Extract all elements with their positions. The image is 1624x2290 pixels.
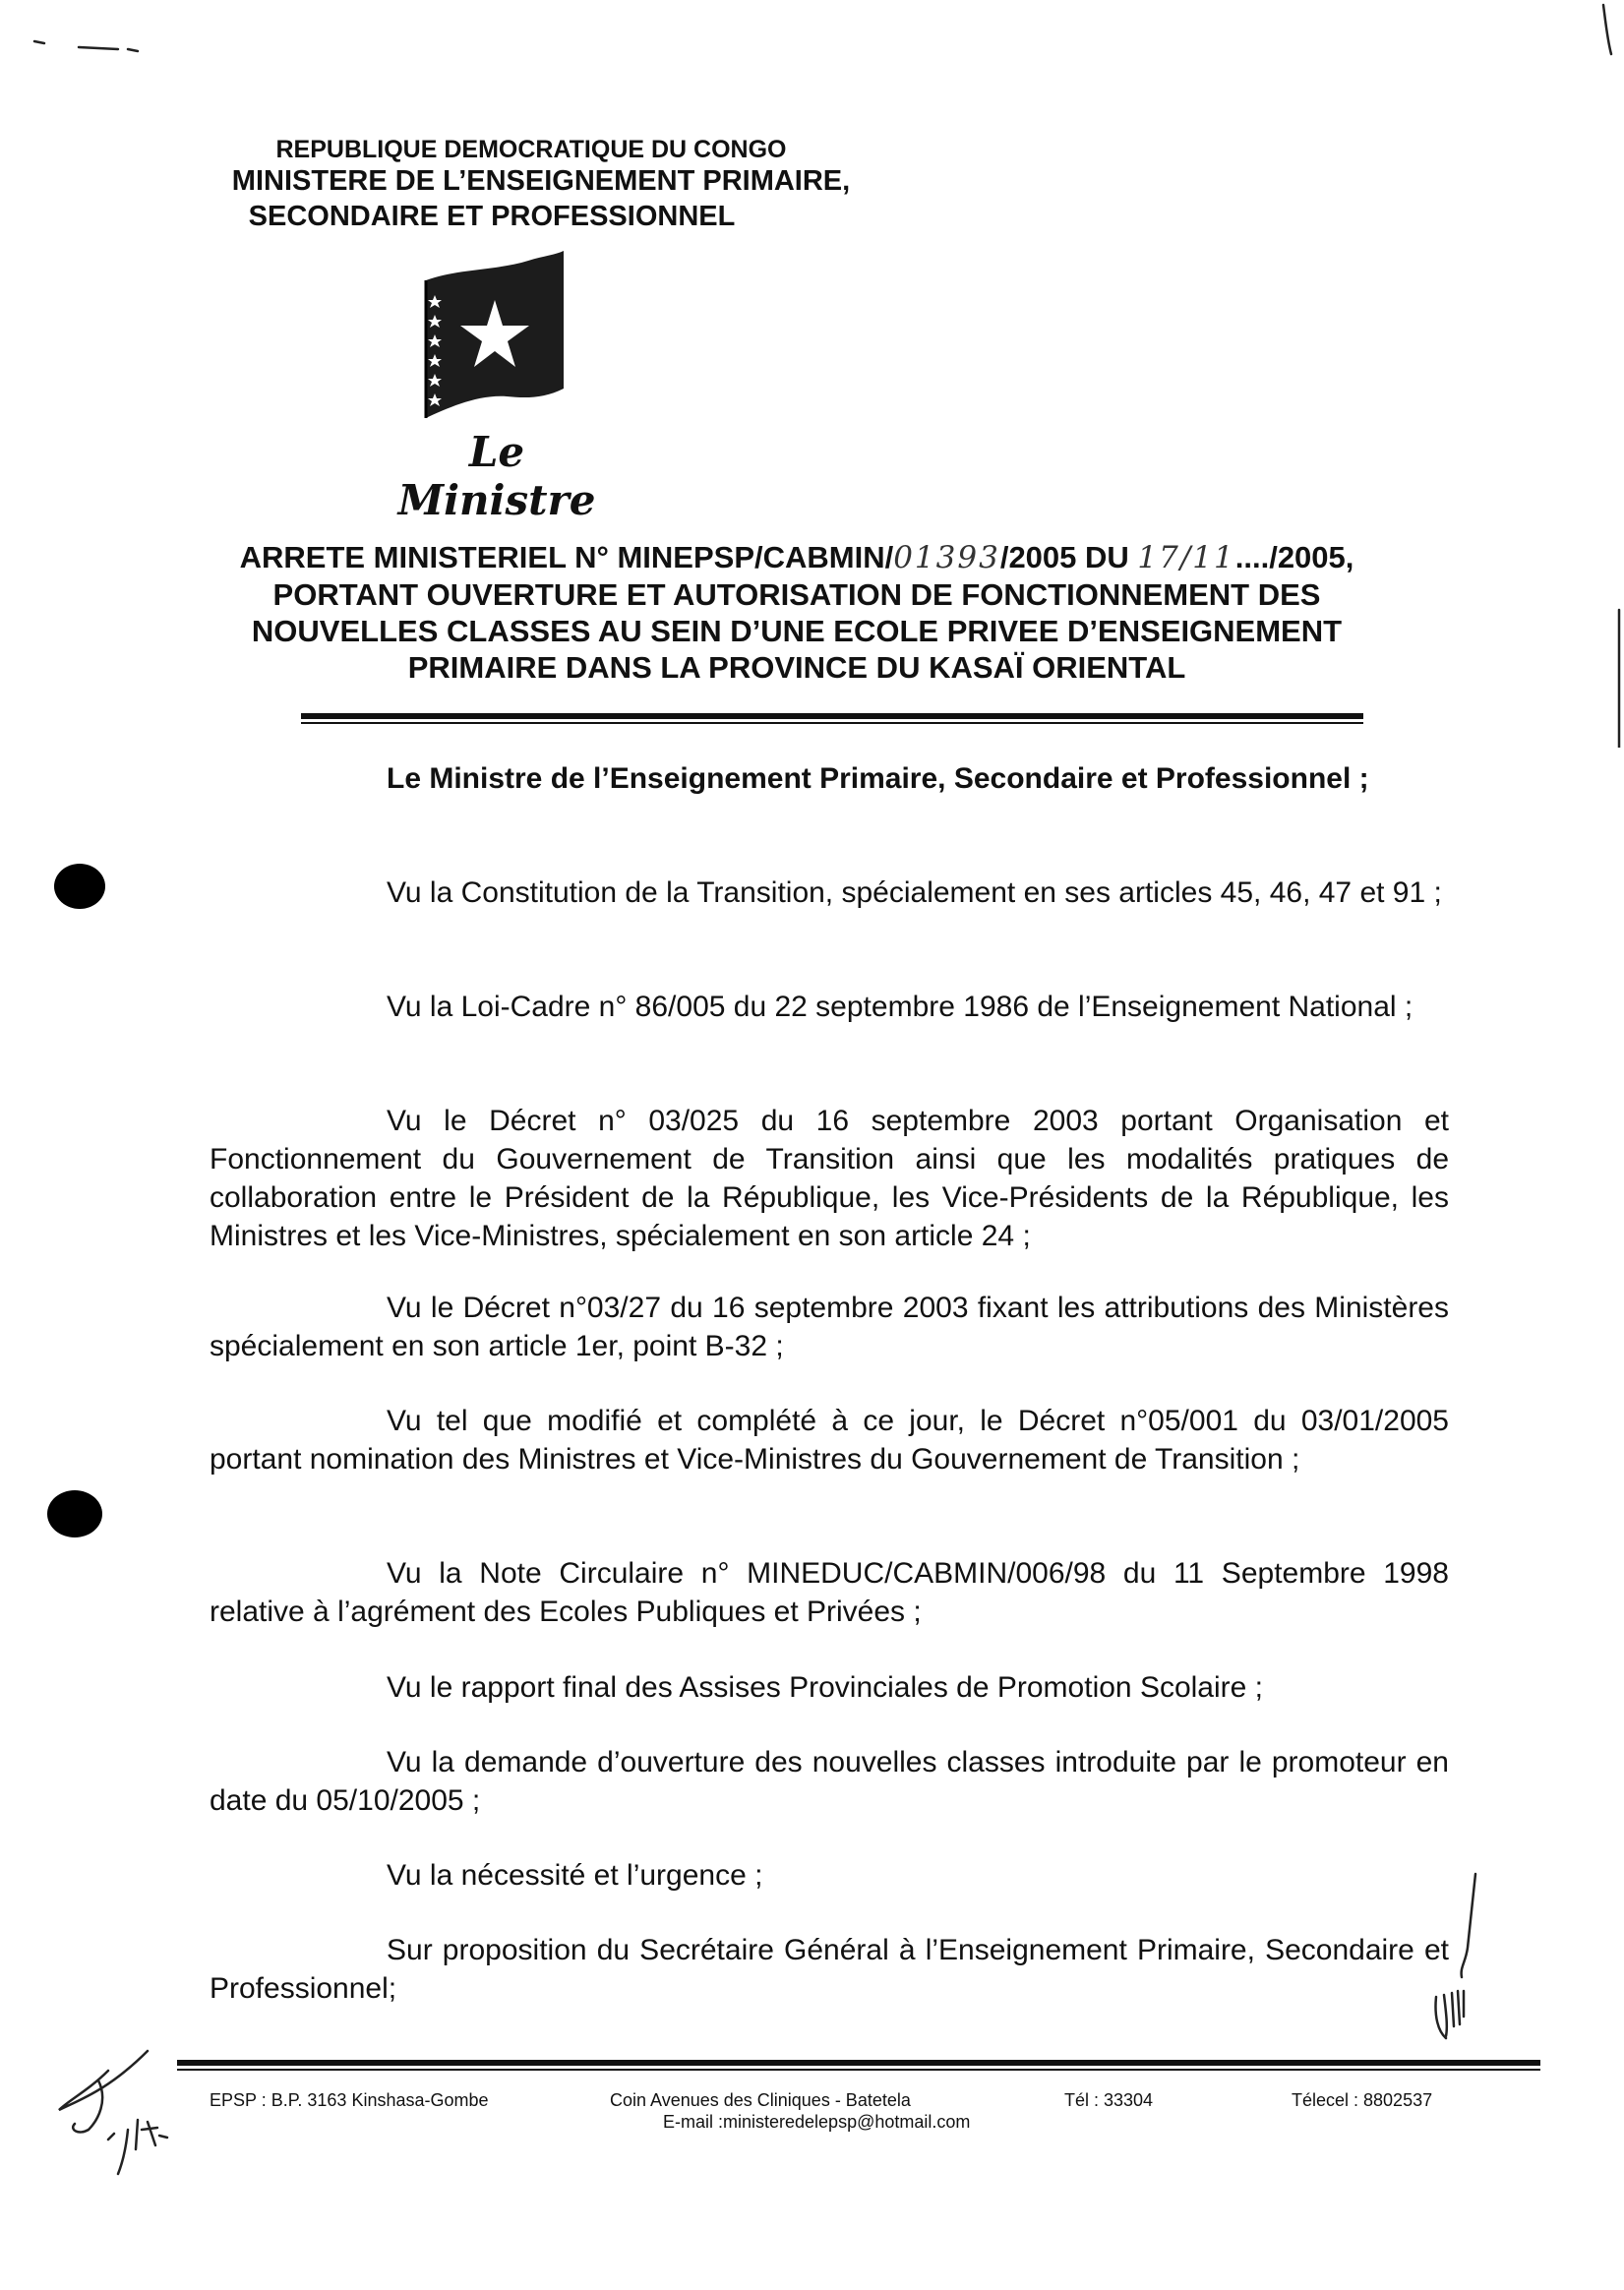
minister-title: Le Ministre [397,428,596,524]
preamble-intro: Le Ministre de l’Enseignement Primaire, Secondaire et Professionnel ; [387,762,1369,795]
handwritten-decree-date: 17/11 [1137,540,1235,575]
paragraph-decret-05-001: Vu tel que modifié et complété à ce jour, le Décret n°05/001 du 03/01/2005 portant nomination des Ministres et Vice-Ministres du Gouvernement de Transition ; [210,1405,1449,1476]
flag-emblem-icon [418,251,575,423]
footer-corner: Coin Avenues des Cliniques - Batetela [610,2090,911,2110]
decree-title-line3: NOUVELLES CLASSES AU SEIN D’UNE ECOLE PRIVEE D’ENSEIGNEMENT [251,614,1343,648]
footer-divider-thin [177,2069,1540,2071]
footer-telecel: Télecel : 8802537 [1292,2090,1433,2110]
decree-title-line4: PRIMAIRE DANS LA PROVINCE DU KASAÏ ORIENTAL [407,650,1186,685]
paragraph-rapport: Vu le rapport final des Assises Provinciales de Promotion Scolaire ; [387,1671,1263,1704]
paragraph-demande: Vu la demande d’ouverture des nouvelles classes introduite par le promoteur en date du 05/10/2005 ; [210,1746,1449,1817]
decree-title-line2: PORTANT OUVERTURE ET AUTORISATION DE FONCTIONNEMENT DES [272,577,1321,612]
footer-address: EPSP : B.P. 3163 Kinshasa-Gombe [210,2090,489,2110]
title-divider-thin [301,722,1363,724]
footer-tel: Tél : 33304 [1064,2090,1154,2110]
paragraph-decret-03-27: Vu le Décret n°03/27 du 16 septembre 2003 fixant les attributions des Ministères spécialement en son article 1er, point B-32 ; [210,1292,1449,1362]
initials-signature-icon [39,2041,187,2179]
decree-title [157,539,1436,686]
paragraph-constitution: Vu la Constitution de la Transition, spécialement en ses articles 45, 46, 47 et 91 ; [387,876,1442,909]
punch-hole-bottom [47,1490,102,1537]
title-divider [301,713,1363,719]
edge-mark-icon [1594,0,1624,748]
ministry-name-line2: SECONDAIRE ET PROFESSIONNEL [248,201,736,232]
paragraph-decret-03-025: Vu le Décret n° 03/025 du 16 septembre 2003 portant Organisation et Fonctionnement du Gouvernement de Transition ainsi que les modalités pratiques de collaboration entre le Président de la République, les Vice-Présidents de la République, les Ministres et les Vice-Ministres, spécialement en son article 24 ; [210,1105,1449,1252]
margin-signature-icon [1416,1869,1485,2046]
paragraph-note-circulaire: Vu la Note Circulaire n° MINEDUC/CABMIN/006/98 du 11 Septembre 1998 relative à l’agrément des Ecoles Publiques et Privées ; [210,1557,1449,1628]
scan-mark-icon [30,30,148,59]
country-name: REPUBLIQUE DEMOCRATIQUE DU CONGO [275,136,787,163]
paragraph-proposition: Sur proposition du Secrétaire Général à l’Enseignement Primaire, Secondaire et Professionnel; [210,1934,1449,2005]
handwritten-decree-number: 01393 [893,540,1000,575]
decree-title-line1: ARRETE MINISTERIEL N° MINEPSP/CABMIN/01393/2005 DU 17/11..../2005, [239,540,1354,575]
punch-hole-top [54,864,105,909]
paragraph-necessite: Vu la nécessité et l’urgence ; [387,1859,763,1892]
paragraph-loi-cadre: Vu la Loi-Cadre n° 86/005 du 22 septembre 1986 de l’Enseignement National ; [387,991,1413,1023]
footer-email: E-mail :ministeredelepsp@hotmail.com [663,2112,971,2132]
ministry-name: MINISTERE DE L’ENSEIGNEMENT PRIMAIRE, [231,165,851,197]
footer-divider [177,2060,1540,2066]
